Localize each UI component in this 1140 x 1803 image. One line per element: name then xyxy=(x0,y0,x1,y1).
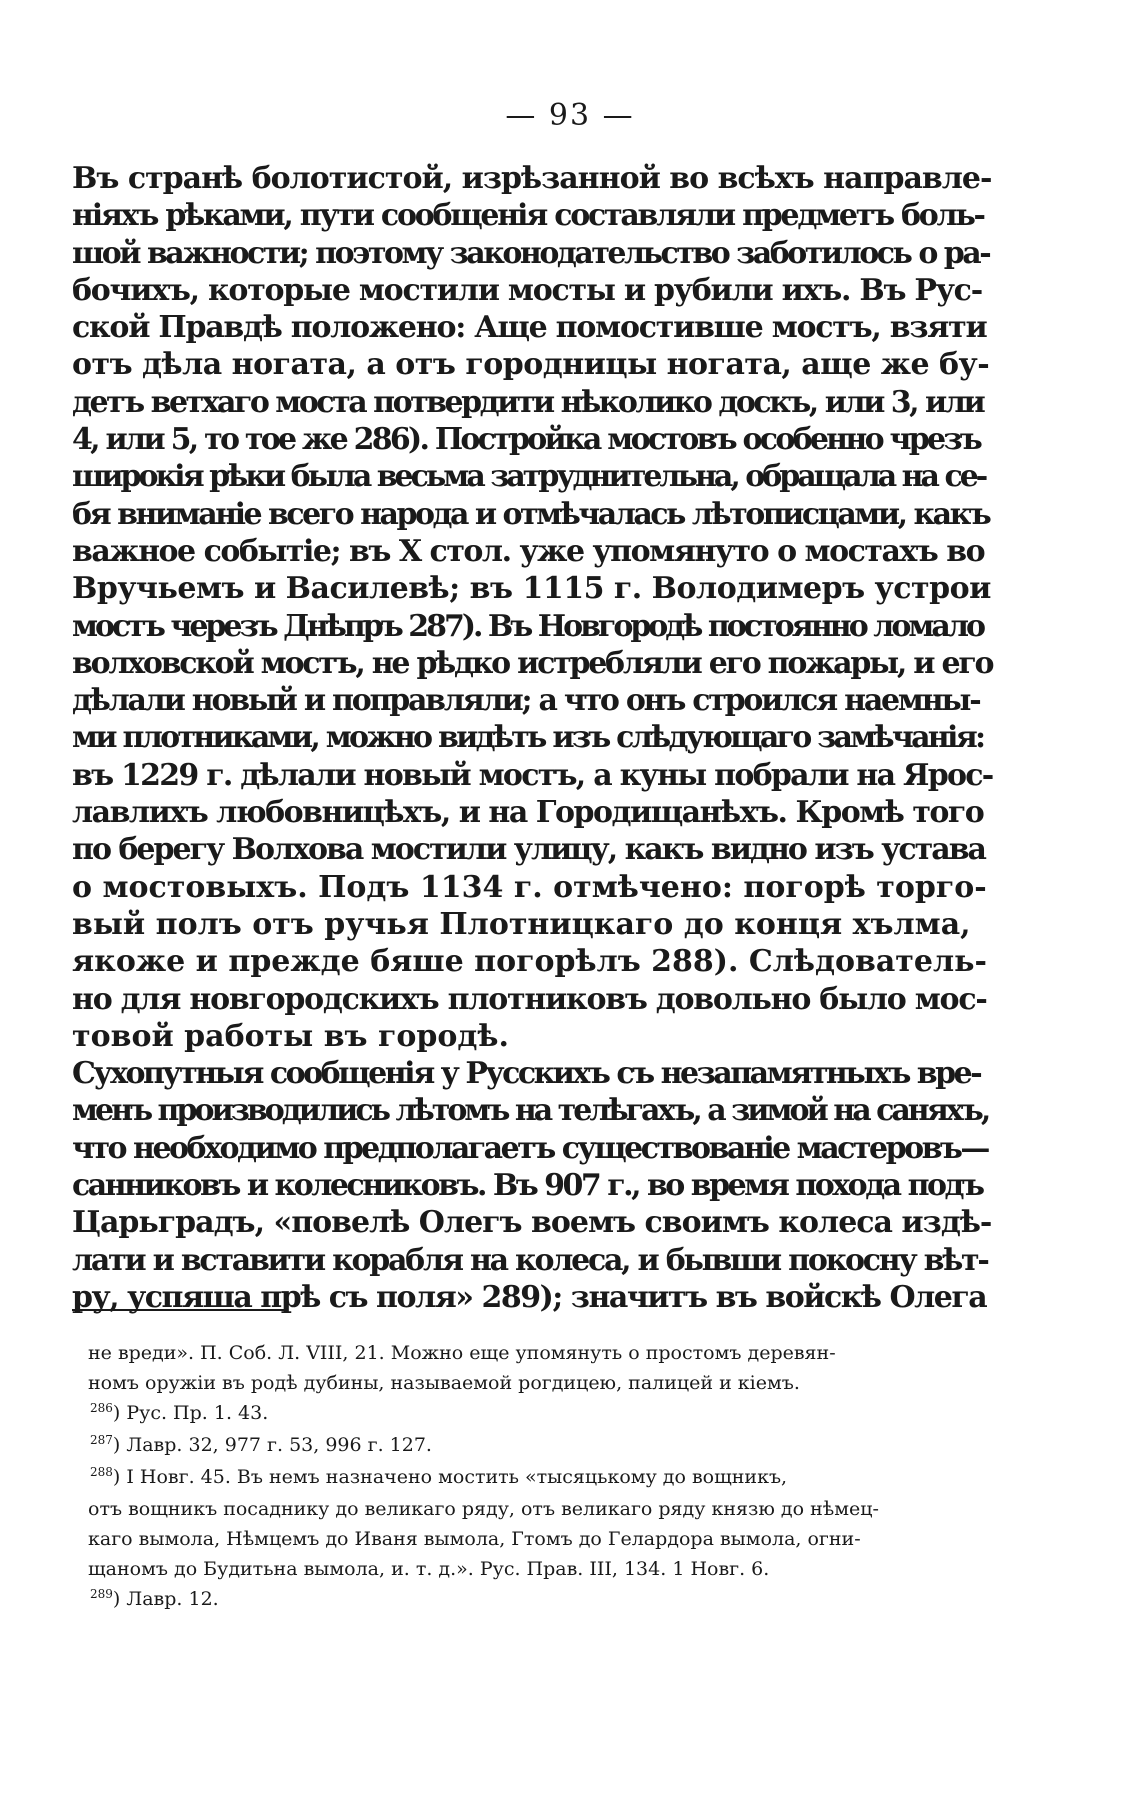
text-line: шой важности; поэтому законодательство заботилось о ра- xyxy=(72,235,990,271)
footnote-divider xyxy=(72,1309,288,1311)
footnote-number: 289 xyxy=(90,1587,113,1601)
text-line: менъ производились лѣтомъ на телѣгахъ, а зимой на саняхъ, xyxy=(72,1093,989,1129)
text-line: лати и вставити корабля на колеса, и бывши покосну вѣт- xyxy=(72,1242,988,1278)
footnote-288-line: щаномъ до Будитьна вымола, и. т. д.». Рус. Прав. III, 134. 1 Новг. 6. xyxy=(88,1558,770,1580)
text-line: ской Правдѣ положено: Аще помостивше мостъ, взяти xyxy=(72,310,987,346)
text-line: вый полъ отъ ручья Плотницкаго до конця хълма, xyxy=(72,906,971,942)
text-line: волховской мостъ, не рѣдко истребляли его пожары, и его xyxy=(72,645,993,681)
footnote-287 xyxy=(88,1430,988,1462)
footnote-text: ) Рус. Пр. 1. 43. xyxy=(112,1402,269,1424)
footnote-288-line: каго вымола, Нѣмцемъ до Иваня вымола, Гтомъ до Гелардора вымола, огни- xyxy=(88,1528,861,1550)
text-line: санниковъ и колесниковъ. Въ 907 г., во время похода подъ xyxy=(72,1168,983,1204)
text-line: Сухопутныя сообщенія у Русскихъ съ незапамятныхъ вре- xyxy=(72,1056,981,1092)
text-line: ру, успяша прѣ съ поля» 289); значитъ въ войскѣ Олега xyxy=(72,1279,987,1315)
text-line: лавлихъ любовницѣхъ, и на Городищанѣхъ. Кромѣ того xyxy=(72,795,984,831)
text-line: что необходимо предполагаетъ существованіе мастеровъ— xyxy=(72,1130,988,1166)
text-line: широкія рѣки была весьма затруднительна, обращала на се- xyxy=(72,459,986,495)
footnote-286 xyxy=(88,1398,988,1430)
text-line: Въ странѣ болотистой, изрѣзанной во всѣхъ направле- xyxy=(72,161,992,196)
footnote-number: 288 xyxy=(90,1465,113,1479)
text-line: детъ ветхаго моста потвердити нѣколико доскъ, или 3, или xyxy=(72,384,984,420)
text-line: Царьградъ, «повелѣ Олегъ воемъ своимъ колеса издѣ- xyxy=(72,1205,992,1241)
text-line: Вручьемъ и Василевѣ; въ 1115 г. Володимеръ устрои xyxy=(72,571,991,607)
footnote-288 xyxy=(88,1462,988,1494)
footnote-number: 287 xyxy=(90,1433,113,1447)
footnote-289 xyxy=(88,1584,988,1616)
text-line: ми плотниками, можно видѣть изъ слѣдующаго замѣчанія: xyxy=(72,720,984,756)
footnote-number: 286 xyxy=(90,1401,113,1415)
text-line: товой работы въ городѣ. xyxy=(72,1018,509,1054)
body-text xyxy=(72,160,992,1316)
text-line: бочихъ, которые мостили мосты и рубили ихъ. Въ Рус- xyxy=(72,272,982,308)
footnote-text: ) Лавр. 32, 977 г. 53, 996 г. 127. xyxy=(112,1434,432,1456)
text-line: въ 1229 г. дѣлали новый мостъ, а куны побрали на Ярос- xyxy=(72,757,993,793)
text-line: 4, или 5, то тое же 286). Постройка мостовъ особенно чрезъ xyxy=(72,422,980,458)
text-line: ніяхъ рѣками, пути сообщенія составляли предметъ боль- xyxy=(72,198,984,234)
footnote-text: ) Лавр. 12. xyxy=(112,1588,219,1610)
text-line: о мостовыхъ. Подъ 1134 г. отмѣчено: погорѣ торго- xyxy=(72,869,987,905)
text-line: якоже и прежде бяше погорѣлъ 288). Слѣдователь- xyxy=(72,944,987,980)
text-line: дѣлали новый и поправляли; а что онъ строился наемны- xyxy=(72,683,980,719)
page-number: — 93 — xyxy=(505,98,635,133)
text-line: бя вниманіе всего народа и отмѣчалась лѣтописцами, какъ xyxy=(72,496,990,532)
footnotes xyxy=(88,1338,988,1616)
footnote-continuation-line: не вреди». П. Соб. Л. VIII, 21. Можно еще упомянуть о простомъ деревян- xyxy=(88,1342,836,1364)
text-line: важное событіе; въ X стол. уже упомянуто о мостахъ во xyxy=(72,533,985,569)
footnote-continuation-line: номъ оружіи въ родѣ дубины, называемой рогдицею, палицей и кіемъ. xyxy=(88,1372,800,1394)
text-line: мостъ черезъ Днѣпръ 287). Въ Новгородѣ постоянно ломало xyxy=(72,608,984,644)
text-line: по берегу Волхова мостили улицу, какъ видно изъ устава xyxy=(72,832,985,868)
text-line: но для новгородскихъ плотниковъ довольно было мос- xyxy=(72,981,987,1017)
text-line: отъ дѣла ногата, а отъ городницы ногата, аще же бу- xyxy=(72,347,990,383)
footnote-288-line: отъ вощникъ посаднику до великаго ряду, отъ великаго ряду князю до нѣмец- xyxy=(88,1498,879,1520)
footnote-text: ) I Новг. 45. Въ немъ назначено мостить «тысяцькому до вощникъ, xyxy=(112,1466,788,1488)
